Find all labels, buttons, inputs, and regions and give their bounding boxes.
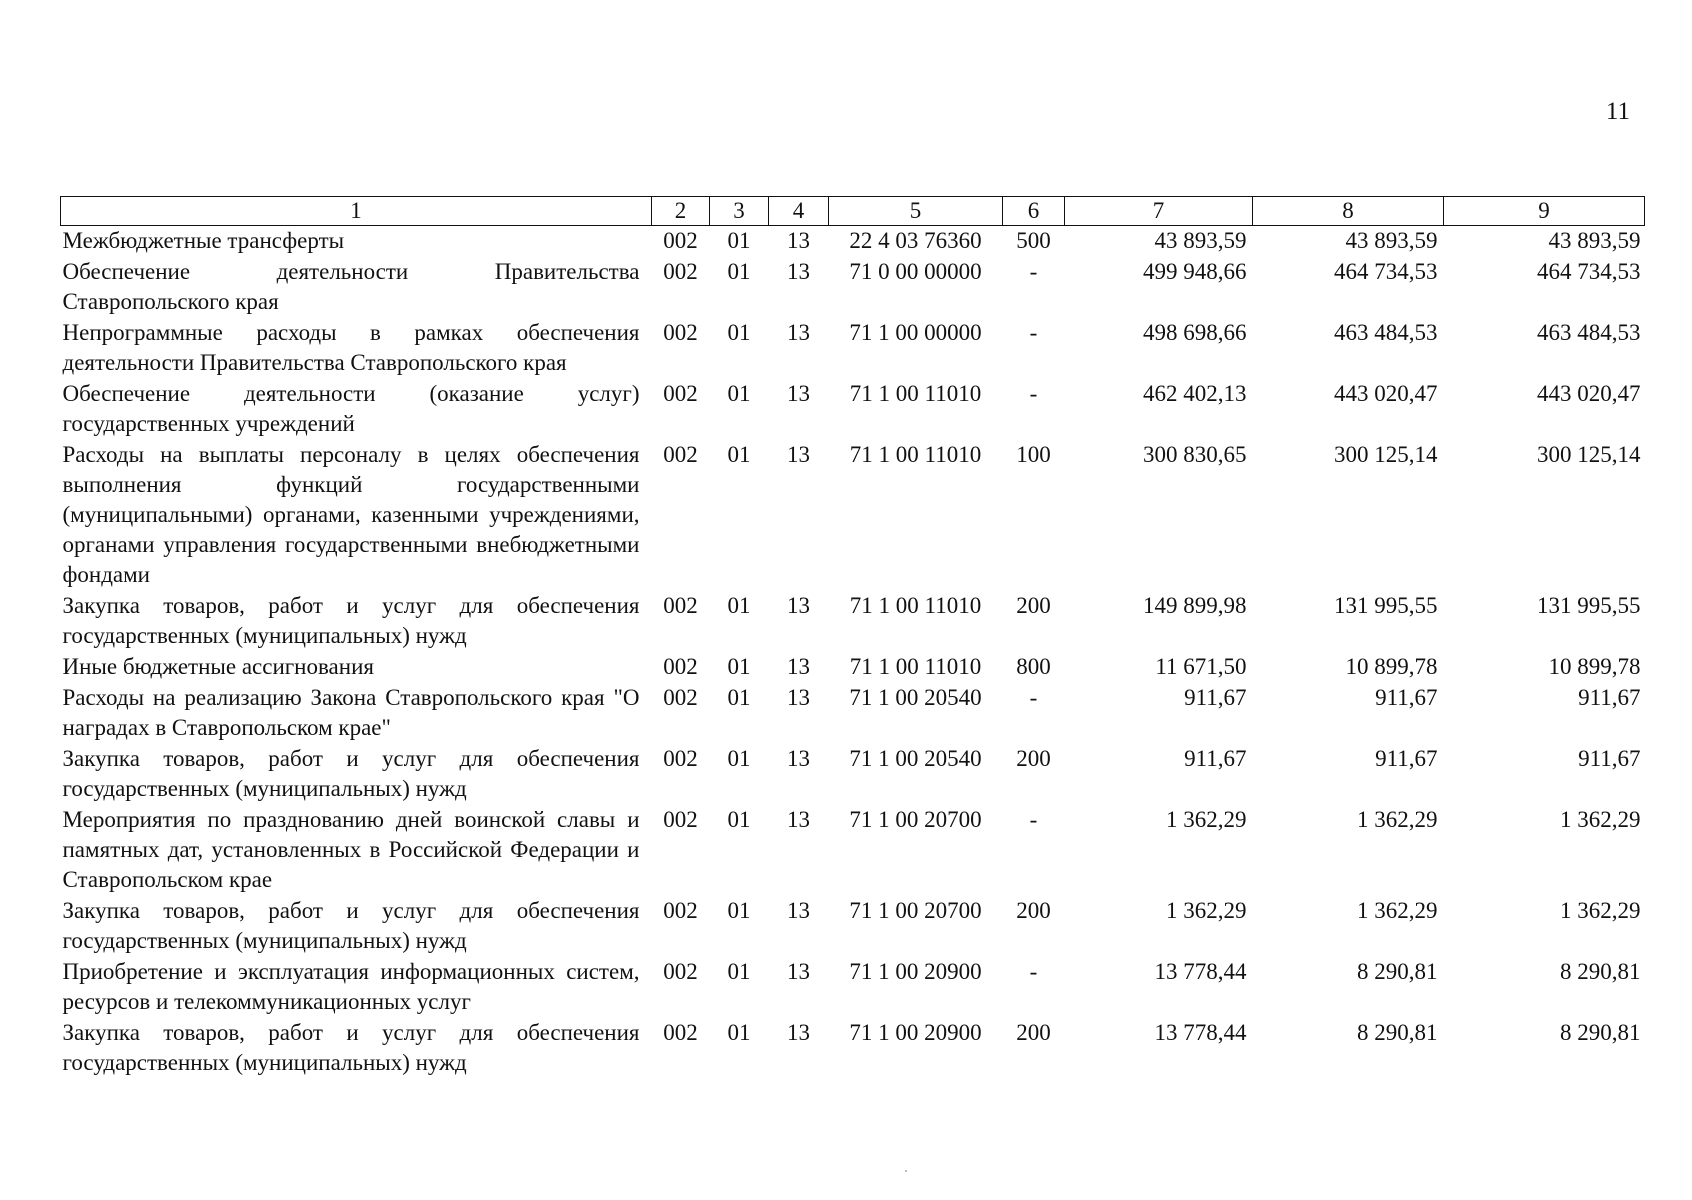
- row-title: Закупка товаров, работ и услуг для обеспечения государственных (муниципальных) нужд: [62, 593, 640, 648]
- chapter-code: 002: [663, 228, 698, 253]
- header-cell-2: 2: [652, 197, 710, 226]
- target-article-code: 22 4 03 76360: [849, 228, 982, 253]
- amount-col-8: 1 362,29: [1357, 807, 1438, 832]
- chapter-code: 002: [663, 1020, 698, 1045]
- expense-type-code: -: [1029, 807, 1038, 832]
- subsection-code: 13: [787, 593, 810, 618]
- chapter-code: 002: [663, 381, 698, 406]
- subsection-code: 13: [787, 685, 810, 710]
- amount-col-7: 911,67: [1184, 746, 1247, 771]
- section-code: 01: [727, 259, 751, 284]
- table-row: [61, 256, 1645, 317]
- amount-col-8: 911,67: [1375, 685, 1438, 710]
- chapter-code: 002: [663, 320, 698, 345]
- subsection-code: 13: [787, 898, 810, 923]
- amount-col-8: 8 290,81: [1357, 959, 1438, 984]
- target-article-code: 71 1 00 11010: [849, 654, 982, 679]
- header-cell-6: 6: [1003, 197, 1065, 226]
- table-row: [61, 590, 1645, 651]
- amount-col-8: 8 290,81: [1357, 1020, 1438, 1045]
- expense-type-code: -: [1029, 381, 1038, 406]
- subsection-code: 13: [787, 228, 810, 253]
- subsection-code: 13: [787, 381, 810, 406]
- amount-col-7: 498 698,66: [1143, 320, 1247, 345]
- section-code: 01: [727, 1020, 751, 1045]
- expense-type-code: -: [1029, 320, 1038, 345]
- amount-col-7: 11 671,50: [1155, 654, 1247, 679]
- header-row: [61, 197, 1645, 226]
- chapter-code: 002: [663, 685, 698, 710]
- expense-type-code: -: [1029, 685, 1038, 710]
- amount-col-9: 911,67: [1578, 685, 1641, 710]
- amount-col-9: 443 020,47: [1537, 381, 1641, 406]
- row-title: Межбюджетные трансферты: [62, 228, 345, 253]
- row-title: Мероприятия по празднованию дней воинской славы и памятных дат, установленных в Российской Федерации и Ставропольском крае: [62, 807, 640, 892]
- expense-type-code: 100: [1016, 442, 1051, 467]
- row-title: Непрограммные расходы в рамках обеспечения деятельности Правительства Ставропольского края: [62, 320, 640, 375]
- table-row: [61, 956, 1645, 1017]
- amount-col-9: 463 484,53: [1537, 320, 1641, 345]
- table-row: [61, 804, 1645, 895]
- amount-col-9: 1 362,29: [1560, 807, 1641, 832]
- row-title: Обеспечение деятельности Правительства Ставропольского края: [62, 259, 640, 314]
- section-code: 01: [727, 320, 751, 345]
- row-title: Расходы на реализацию Закона Ставропольского края "О наградах в Ставропольском крае": [62, 685, 640, 740]
- table-row: [61, 1017, 1645, 1078]
- subsection-code: 13: [787, 259, 810, 284]
- section-code: 01: [727, 442, 751, 467]
- chapter-code: 002: [663, 898, 698, 923]
- header-cell-8: 8: [1253, 197, 1444, 226]
- amount-col-9: 131 995,55: [1537, 593, 1641, 618]
- table-row: [61, 743, 1645, 804]
- amount-col-8: 463 484,53: [1334, 320, 1438, 345]
- amount-col-8: 464 734,53: [1334, 259, 1438, 284]
- section-code: 01: [727, 898, 751, 923]
- expense-type-code: 200: [1016, 898, 1051, 923]
- header-cell-9: 9: [1444, 197, 1645, 226]
- subsection-code: 13: [787, 807, 810, 832]
- subsection-code: 13: [787, 959, 810, 984]
- row-title: Иные бюджетные ассигнования: [62, 654, 374, 679]
- amount-col-8: 10 899,78: [1345, 654, 1438, 679]
- amount-col-7: 13 778,44: [1154, 959, 1247, 984]
- section-code: 01: [727, 593, 751, 618]
- chapter-code: 002: [663, 807, 698, 832]
- amount-col-9: 43 893,59: [1548, 228, 1641, 253]
- amount-col-7: 43 893,59: [1154, 228, 1247, 253]
- scan-artifact: [905, 1170, 907, 1172]
- row-title: Приобретение и эксплуатация информационных систем, ресурсов и телекоммуникационных услуг: [62, 959, 640, 1014]
- chapter-code: 002: [663, 654, 698, 679]
- target-article-code: 71 1 00 11010: [849, 593, 982, 618]
- target-article-code: 71 1 00 20900: [849, 1020, 982, 1045]
- table-header: [61, 197, 1645, 226]
- expense-type-code: 500: [1016, 228, 1051, 253]
- amount-col-7: 462 402,13: [1143, 381, 1247, 406]
- subsection-code: 13: [787, 1020, 810, 1045]
- section-code: 01: [727, 746, 751, 771]
- subsection-code: 13: [787, 442, 810, 467]
- subsection-code: 13: [787, 320, 810, 345]
- table-row: [61, 226, 1645, 257]
- section-code: 01: [727, 959, 751, 984]
- amount-col-9: 464 734,53: [1537, 259, 1641, 284]
- expense-type-code: 200: [1016, 746, 1051, 771]
- row-title: Закупка товаров, работ и услуг для обеспечения государственных (муниципальных) нужд: [62, 898, 640, 953]
- amount-col-8: 131 995,55: [1334, 593, 1438, 618]
- target-article-code: 71 1 00 11010: [849, 442, 982, 467]
- table-row: [61, 317, 1645, 378]
- target-article-code: 71 1 00 11010: [849, 381, 982, 406]
- header-cell-1: 1: [61, 197, 652, 226]
- budget-table: [60, 196, 1645, 1078]
- chapter-code: 002: [663, 259, 698, 284]
- amount-col-9: 300 125,14: [1537, 442, 1641, 467]
- target-article-code: 71 1 00 20900: [849, 959, 982, 984]
- table-row: [61, 682, 1645, 743]
- amount-col-9: 1 362,29: [1560, 898, 1641, 923]
- target-article-code: 71 1 00 20540: [849, 685, 982, 710]
- amount-col-9: 8 290,81: [1560, 959, 1641, 984]
- section-code: 01: [727, 654, 751, 679]
- table-row: [61, 439, 1645, 590]
- target-article-code: 71 1 00 20700: [849, 807, 982, 832]
- amount-col-8: 911,67: [1375, 746, 1438, 771]
- target-article-code: 71 0 00 00000: [849, 259, 982, 284]
- page-number: 11: [1605, 98, 1630, 125]
- subsection-code: 13: [787, 746, 810, 771]
- chapter-code: 002: [663, 746, 698, 771]
- amount-col-7: 911,67: [1184, 685, 1247, 710]
- amount-col-7: 499 948,66: [1143, 259, 1247, 284]
- expense-type-code: -: [1029, 259, 1038, 284]
- target-article-code: 71 1 00 00000: [849, 320, 982, 345]
- row-title: Расходы на выплаты персоналу в целях обеспечения выполнения функций государственными (муниципальными) органами, казенными учреждениями, органами управления государственными внебюджетными фондами: [62, 442, 640, 587]
- expense-type-code: 800: [1016, 654, 1051, 679]
- expense-type-code: -: [1029, 959, 1038, 984]
- target-article-code: 71 1 00 20700: [849, 898, 982, 923]
- section-code: 01: [727, 228, 751, 253]
- chapter-code: 002: [663, 959, 698, 984]
- section-code: 01: [727, 381, 751, 406]
- expense-type-code: 200: [1016, 593, 1051, 618]
- row-title: Закупка товаров, работ и услуг для обеспечения государственных (муниципальных) нужд: [62, 1020, 640, 1075]
- section-code: 01: [727, 807, 751, 832]
- amount-col-7: 13 778,44: [1154, 1020, 1247, 1045]
- header-cell-5: 5: [829, 197, 1003, 226]
- amount-col-8: 300 125,14: [1334, 442, 1438, 467]
- chapter-code: 002: [663, 593, 698, 618]
- amount-col-9: 911,67: [1578, 746, 1641, 771]
- amount-col-7: 1 362,29: [1166, 807, 1247, 832]
- amount-col-7: 1 362,29: [1166, 898, 1247, 923]
- subsection-code: 13: [787, 654, 810, 679]
- amount-col-8: 43 893,59: [1345, 228, 1438, 253]
- row-title: Обеспечение деятельности (оказание услуг) государственных учреждений: [62, 381, 640, 436]
- amount-col-9: 8 290,81: [1560, 1020, 1641, 1045]
- amount-col-7: 300 830,65: [1143, 442, 1247, 467]
- amount-col-8: 443 020,47: [1334, 381, 1438, 406]
- header-cell-3: 3: [710, 197, 769, 226]
- table-row: [61, 651, 1645, 682]
- header-cell-4: 4: [769, 197, 829, 226]
- table-body: [61, 226, 1645, 1079]
- table-row: [61, 895, 1645, 956]
- target-article-code: 71 1 00 20540: [849, 746, 982, 771]
- section-code: 01: [727, 685, 751, 710]
- amount-col-7: 149 899,98: [1143, 593, 1247, 618]
- expense-type-code: 200: [1016, 1020, 1051, 1045]
- amount-col-8: 1 362,29: [1357, 898, 1438, 923]
- amount-col-9: 10 899,78: [1548, 654, 1641, 679]
- row-title: Закупка товаров, работ и услуг для обеспечения государственных (муниципальных) нужд: [62, 746, 640, 801]
- table-row: [61, 378, 1645, 439]
- header-cell-7: 7: [1065, 197, 1253, 226]
- chapter-code: 002: [663, 442, 698, 467]
